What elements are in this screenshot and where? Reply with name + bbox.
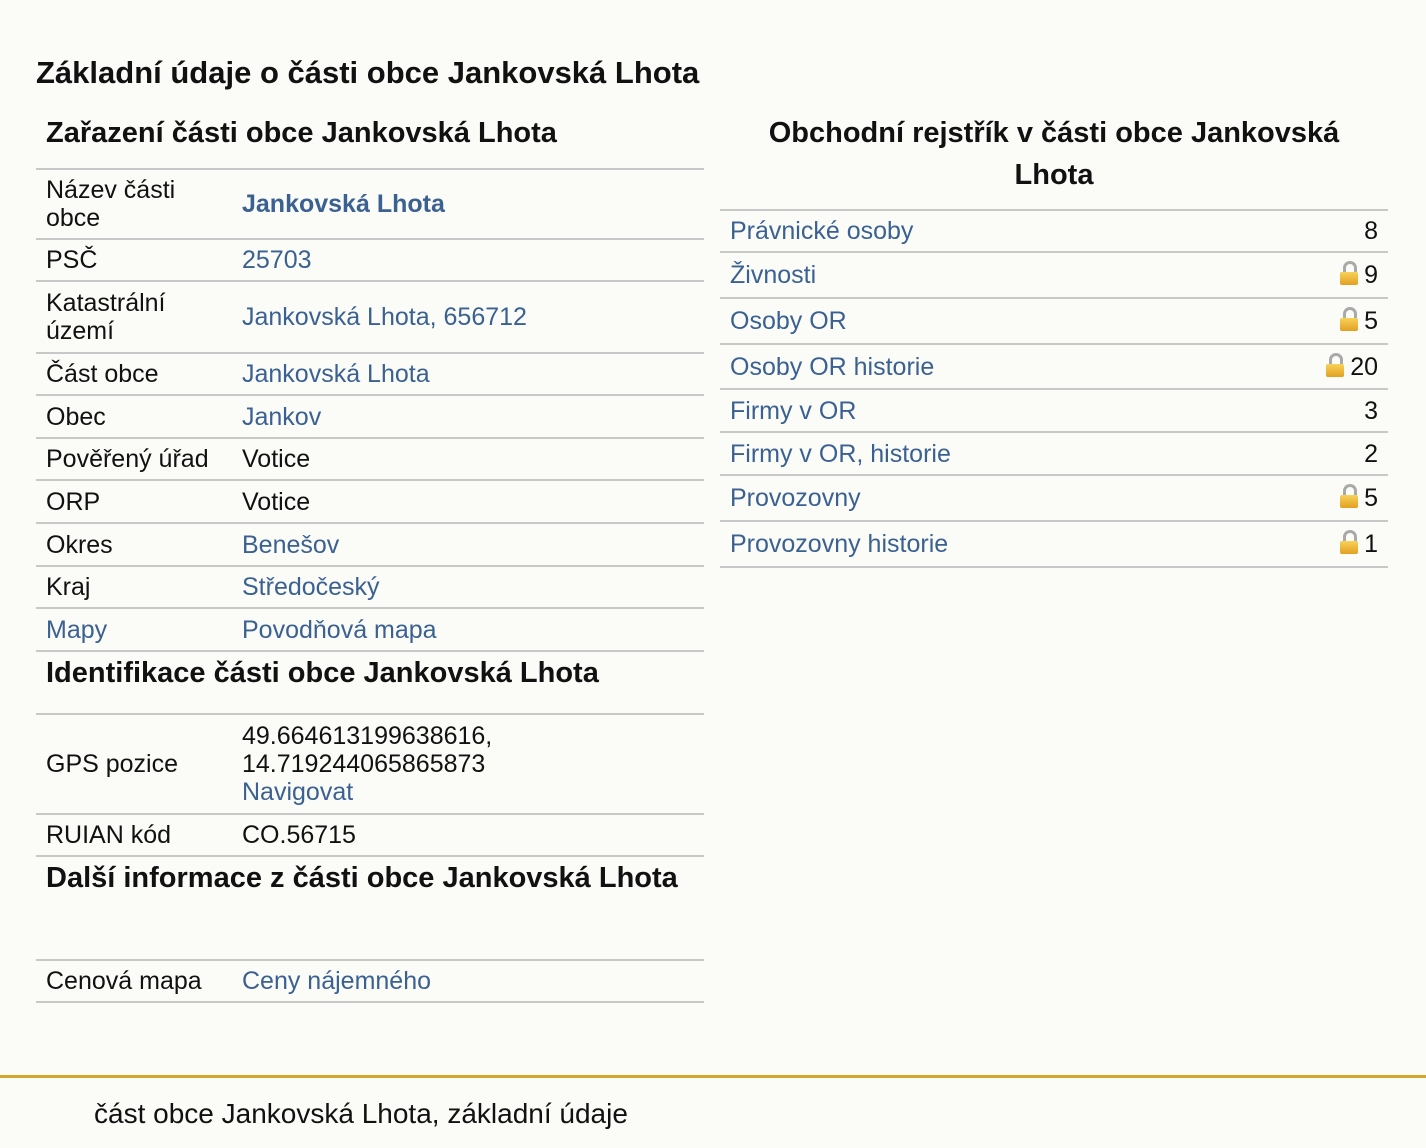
table-row — [720, 521, 1388, 567]
row-value — [232, 523, 704, 566]
row-value — [232, 608, 704, 651]
table-row — [36, 960, 704, 1002]
count-value: 5 — [1364, 307, 1378, 335]
osoby-or-link[interactable]: Osoby OR — [730, 307, 847, 335]
row-label — [720, 298, 1235, 344]
lock-icon — [1340, 484, 1358, 508]
firmy-v-or-link[interactable]: Firmy v OR — [730, 396, 857, 425]
table-row — [720, 389, 1388, 432]
mapy-link[interactable]: Mapy — [46, 615, 108, 644]
pravnicke-osoby-link[interactable]: Právnické osoby — [730, 217, 914, 245]
left-column — [36, 112, 704, 1003]
table-row — [36, 239, 704, 281]
lock-icon — [1340, 261, 1358, 285]
table-row — [36, 814, 704, 856]
count-value: 5 — [1364, 484, 1378, 512]
row-value — [232, 281, 704, 353]
table-row — [36, 169, 704, 239]
table-row — [720, 210, 1388, 252]
row-value — [232, 960, 704, 1002]
row-label: RUIAN kód — [36, 814, 232, 856]
row-label: Pověřený úřad — [36, 438, 232, 480]
table-row — [720, 475, 1388, 521]
count-value: 9 — [1364, 261, 1378, 289]
row-label: Obec — [36, 395, 232, 438]
row-label — [720, 475, 1235, 521]
kraj-link[interactable]: Středočeský — [242, 573, 380, 601]
table-row — [720, 344, 1388, 389]
table-row — [36, 353, 704, 395]
navigovat-link[interactable]: Navigovat — [242, 778, 354, 806]
psc-link[interactable]: 25703 — [242, 246, 312, 274]
row-label — [720, 389, 1235, 432]
table-row — [36, 523, 704, 566]
osoby-or-historie-link[interactable]: Osoby OR historie — [730, 352, 935, 381]
rejstrik-table — [720, 209, 1388, 568]
row-value — [232, 566, 704, 608]
table-row — [36, 281, 704, 353]
identifikace-table — [36, 713, 704, 857]
row-value: CO.56715 — [232, 814, 704, 856]
row-label: Část obce — [36, 353, 232, 395]
ceny-najemneho-link[interactable]: Ceny nájemného — [242, 967, 432, 995]
row-label — [720, 521, 1235, 567]
table-row — [36, 566, 704, 608]
row-label: Kraj — [36, 566, 232, 608]
footer-text: část obce Jankovská Lhota, základní údaje — [94, 1098, 628, 1129]
count-value: 20 — [1350, 352, 1378, 381]
obec-link[interactable]: Jankov — [242, 402, 322, 431]
row-label: Katastrální území — [36, 281, 232, 353]
row-count — [1235, 344, 1388, 389]
footer-divider — [0, 1075, 1426, 1078]
count-value: 8 — [1364, 217, 1378, 245]
zivnosti-link[interactable]: Živnosti — [730, 261, 817, 289]
cast-obce-name-link[interactable]: Jankovská Lhota — [242, 190, 445, 218]
firmy-v-or-historie-link[interactable]: Firmy v OR, historie — [730, 439, 951, 468]
lock-icon — [1340, 530, 1358, 554]
row-count — [1235, 252, 1388, 298]
gps-longitude: 14.719244065865873 — [242, 750, 486, 778]
row-label: PSČ — [36, 239, 232, 281]
row-label — [720, 432, 1235, 475]
right-column — [720, 112, 1388, 568]
row-label: Okres — [36, 523, 232, 566]
zarazeni-table — [36, 168, 704, 652]
gps-latitude: 49.664613199638616, — [242, 722, 493, 750]
identifikace-heading: Identifikace části obce Jankovská Lhota — [46, 657, 599, 689]
row-count — [1235, 210, 1388, 252]
row-value: Votice — [232, 438, 704, 480]
provozovny-historie-link[interactable]: Provozovny historie — [730, 530, 949, 558]
katastralni-uzemi-link[interactable]: Jankovská Lhota, 656712 — [242, 303, 527, 331]
row-count — [1235, 432, 1388, 475]
cast-obce-link[interactable]: Jankovská Lhota — [242, 360, 430, 388]
row-count — [1235, 389, 1388, 432]
row-label: ORP — [36, 480, 232, 523]
row-label — [36, 608, 232, 651]
table-row — [36, 714, 704, 814]
row-count — [1235, 475, 1388, 521]
dalsi-table — [36, 959, 704, 1003]
page-title: Základní údaje o části obce Jankovská Lhota — [36, 55, 700, 90]
count-value: 2 — [1364, 439, 1378, 468]
table-row — [720, 252, 1388, 298]
count-value: 3 — [1364, 396, 1378, 425]
table-row — [36, 395, 704, 438]
povodnova-mapa-link[interactable]: Povodňová mapa — [242, 615, 437, 644]
row-label: Cenová mapa — [36, 960, 232, 1002]
count-value: 1 — [1364, 530, 1378, 558]
rejstrik-heading: Obchodní rejstřík v části obce Jankovská Lhota — [768, 117, 1340, 191]
dalsi-heading: Další informace z části obce Jankovská Lhota — [46, 862, 678, 894]
lock-icon — [1326, 353, 1344, 377]
zarazeni-heading: Zařazení části obce Jankovská Lhota — [46, 117, 557, 149]
table-row — [36, 608, 704, 651]
okres-link[interactable]: Benešov — [242, 530, 340, 559]
table-row — [36, 438, 704, 480]
table-row — [36, 480, 704, 523]
row-label — [720, 344, 1235, 389]
row-value — [232, 395, 704, 438]
lock-icon — [1340, 307, 1358, 331]
row-value — [232, 239, 704, 281]
row-value — [232, 169, 704, 239]
row-value — [232, 714, 704, 814]
row-count — [1235, 298, 1388, 344]
row-label: Název části obce — [36, 169, 232, 239]
row-value: Votice — [232, 480, 704, 523]
provozovny-link[interactable]: Provozovny — [730, 484, 861, 512]
row-count — [1235, 521, 1388, 567]
table-row — [720, 298, 1388, 344]
row-label — [720, 210, 1235, 252]
table-row — [720, 432, 1388, 475]
row-value — [232, 353, 704, 395]
row-label — [720, 252, 1235, 298]
row-label: GPS pozice — [36, 714, 232, 814]
